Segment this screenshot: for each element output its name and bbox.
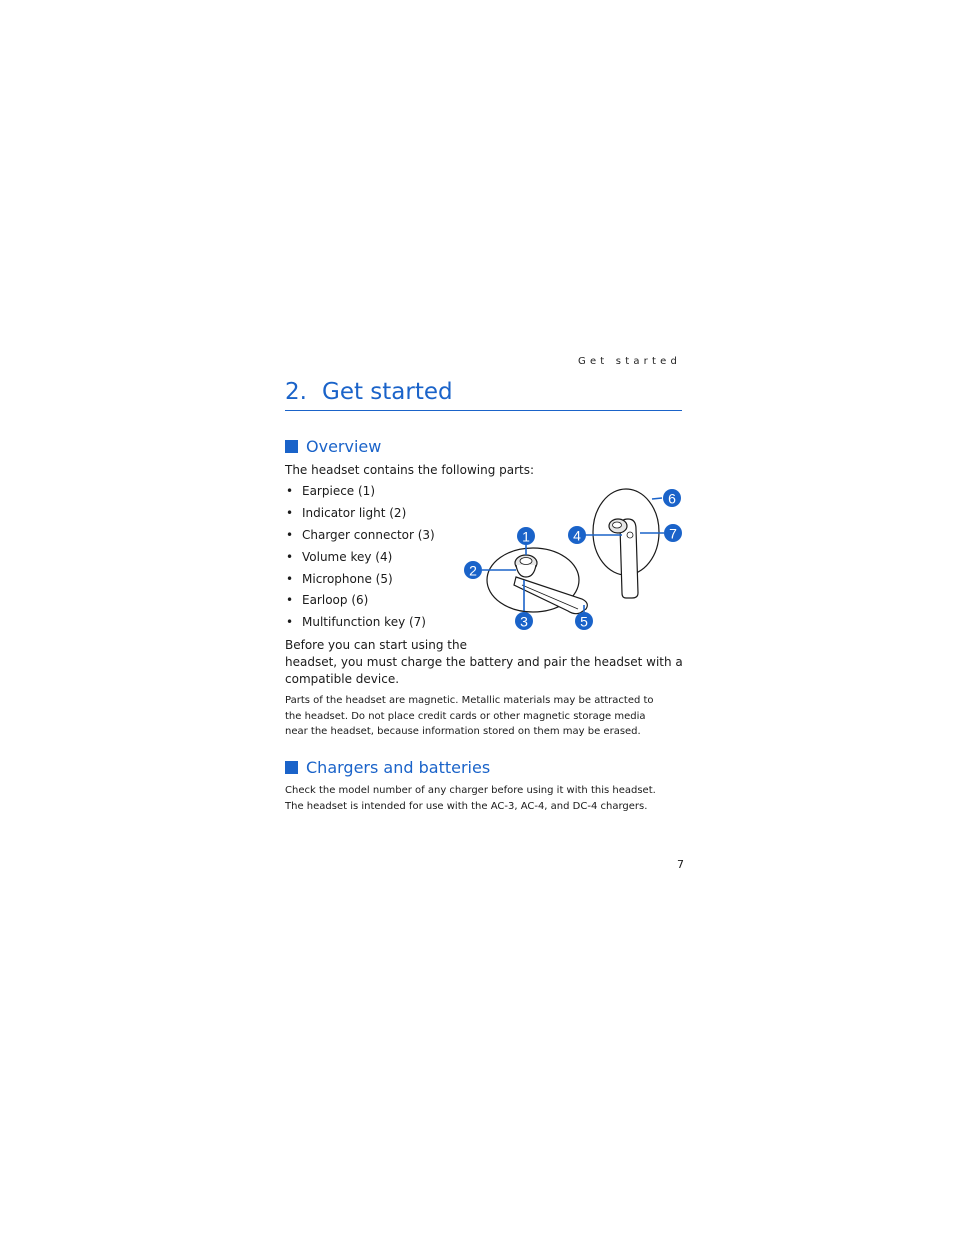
list-item: • Indicator light (2) (285, 505, 435, 527)
overview-intro: The headset contains the following parts: (285, 463, 535, 477)
callout-3 (515, 612, 533, 630)
headset-figure (460, 485, 685, 635)
callout-7 (664, 524, 682, 542)
overview-paragraph-line1: Before you can start using the (285, 638, 467, 652)
callout-1 (517, 527, 535, 545)
callout-label: 7 (669, 525, 677, 542)
overview-paragraph-line2: headset, you must charge the battery and pair the headset with a (285, 655, 683, 669)
callout-label: 5 (580, 613, 588, 630)
callout-label: 3 (520, 613, 528, 630)
callout-4 (568, 526, 586, 544)
list-item: • Earpiece (1) (285, 483, 435, 505)
page-number: 7 (677, 858, 684, 871)
callout-6 (663, 489, 681, 507)
list-item: • Charger connector (3) (285, 527, 435, 549)
chargers-text: Check the model number of any charger before using it with this headset. The headset is intended for use with the AC-3, AC-4, and DC-4 chargers. (285, 785, 656, 812)
section-square-icon (285, 761, 298, 774)
list-item: • Multifunction key (7) (285, 614, 435, 636)
magnetic-note: Parts of the headset are magnetic. Metallic materials may be attracted to the headset. Do not place credit cards or other magnetic storage media near the headset, because information stored on them may be erased. (285, 695, 654, 737)
running-header: Get started (578, 356, 681, 367)
section-square-icon (285, 440, 298, 453)
list-item: • Microphone (5) (285, 571, 435, 593)
list-item: • Volume key (4) (285, 549, 435, 571)
chapter-title-text: Get started (322, 379, 453, 405)
chargers-heading (285, 758, 490, 778)
chapter-title (285, 378, 682, 411)
overview-paragraph-line3: compatible device. (285, 672, 400, 686)
chargers-heading-text: Chargers and batteries (306, 758, 491, 777)
overview-heading-text: Overview (306, 437, 382, 456)
chapter-number: 2. (285, 379, 307, 405)
callout-label: 6 (668, 490, 676, 507)
parts-list (285, 483, 435, 636)
callout-5 (575, 612, 593, 630)
overview-heading (285, 437, 381, 457)
callout-label: 1 (522, 528, 530, 545)
callout-2 (464, 561, 482, 579)
list-item: • Earloop (6) (285, 592, 435, 614)
callout-label: 4 (573, 527, 581, 544)
callout-label: 2 (469, 562, 477, 579)
